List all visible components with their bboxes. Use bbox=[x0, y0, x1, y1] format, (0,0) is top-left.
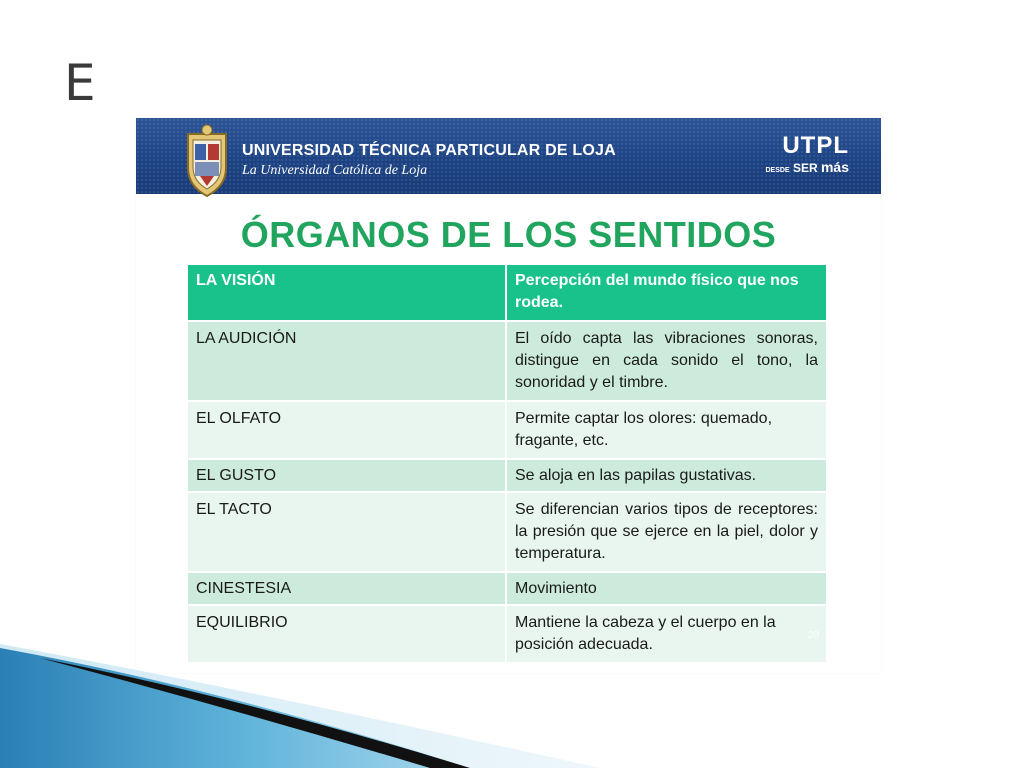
utpl-logo bbox=[765, 134, 849, 174]
sense-cell: EQUILIBRIO bbox=[188, 605, 506, 663]
university-motto: La Universidad Católica de Loja bbox=[242, 163, 428, 178]
university-banner bbox=[136, 118, 881, 194]
description-cell: Se aloja en las papilas gustativas. bbox=[506, 459, 827, 492]
university-name: UNIVERSIDAD TÉCNICA PARTICULAR DE LOJA bbox=[242, 142, 616, 159]
table-row bbox=[188, 572, 827, 605]
university-crest-icon bbox=[182, 124, 232, 198]
header-cell-description: Percepción del mundo físico que nos rodea. bbox=[506, 265, 827, 321]
content-panel bbox=[136, 118, 881, 673]
brand-name: UTPL bbox=[782, 132, 849, 159]
table-row bbox=[188, 459, 827, 492]
sense-cell: EL OLFATO bbox=[188, 401, 506, 459]
header-cell-sense: LA VISIÓN bbox=[188, 265, 506, 321]
page-number: 20 bbox=[807, 630, 819, 641]
description-cell: Movimiento bbox=[506, 572, 827, 605]
sense-cell: LA AUDICIÓN bbox=[188, 321, 506, 401]
table-header-row bbox=[188, 265, 827, 321]
decorative-swoosh bbox=[0, 630, 1024, 768]
slide-title: E bbox=[64, 54, 96, 112]
sense-cell: CINESTESIA bbox=[188, 572, 506, 605]
description-cell: El oído capta las vibraciones sonoras, distingue en cada sonido el tono, la sonoridad y el timbre. bbox=[506, 321, 827, 401]
senses-table bbox=[188, 265, 828, 664]
sense-cell: EL TACTO bbox=[188, 492, 506, 572]
slogan-prefix: DESDE bbox=[765, 167, 790, 174]
table-row bbox=[188, 321, 827, 401]
description-cell: Permite captar los olores: quemado, fragante, etc. bbox=[506, 401, 827, 459]
slogan-ser: SER bbox=[792, 161, 818, 175]
table-row bbox=[188, 492, 827, 572]
brand-slogan bbox=[765, 160, 849, 174]
description-cell: Se diferencian varios tipos de receptores: la presión que se ejerce en la piel, dolor y temperatura. bbox=[506, 492, 827, 572]
description-cell: Mantiene la cabeza y el cuerpo en la posición adecuada. bbox=[506, 605, 827, 663]
sense-cell: EL GUSTO bbox=[188, 459, 506, 492]
slide-heading: ÓRGANOS DE LOS SENTIDOS bbox=[240, 214, 777, 255]
table-row bbox=[188, 401, 827, 459]
slogan-mas: más bbox=[820, 159, 849, 175]
